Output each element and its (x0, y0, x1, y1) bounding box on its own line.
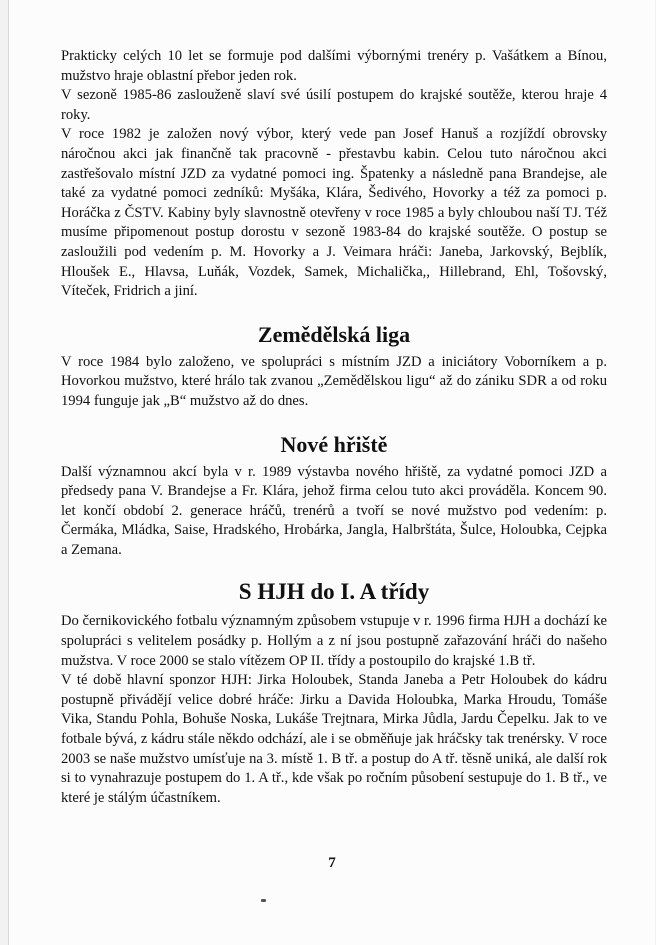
section-heading: Nové hřiště (280, 431, 388, 457)
paragraph: V sezoně 1985-86 zaslouženě slaví své úsilí postupem do krajské soutěže, kterou hraje 4 roky. (61, 87, 607, 123)
document-page (8, 0, 655, 945)
paragraph: V roce 1984 bylo založeno, ve spolupráci s místním JZD a iniciátory Voborníkem a p. Hovorkou mužstvo, které hrálo tak zvanou „Zemědělskou ligu“ až do zániku SDR a od roku 1994 funguje jak „B“ mužstvo až do dnes. (61, 353, 607, 409)
nove-hriste-section (61, 463, 607, 561)
hjh-section (61, 612, 607, 808)
paragraph: V té době hlavní sponzor HJH: Jirka Holoubek, Standa Janeba a Petr Holoubek do kádru postupně přivádějí velice dobré hráče: Jirku a Davida Holoubka, Marka Hroudu, Tomáše Vika, Standu Pohla, Bohuše Noska, Lukáše Trejtnara, Mirka Jůdla, Jardu Čepelku. Jak to ve fotbale bývá, z kádru stále někdo odchází, ale i se obměňuje jak hráčsky tak trenérsky. V roce 2003 se naše mužstvo umísťuje na 3. místě 1. B tř. a postup do A tř. těsně uniká, ale další rok si to vynahrazuje postupem do 1. A tř., kde však po ročním působení sestupuje do 1. B tř., ve které je stálým účastníkem. (61, 672, 607, 806)
page-number: 7 (328, 855, 336, 871)
page-content (61, 47, 607, 808)
scan-speck (261, 899, 266, 902)
intro-section (61, 47, 607, 302)
section-heading: Zemědělská liga (257, 321, 411, 347)
section-heading: S HJH do I. A třídy (238, 579, 430, 605)
zemedelska-section (61, 353, 607, 412)
paragraph: Do černikovického fotbalu významným způsobem vstupuje v r. 1996 firma HJH a dochází ke spolupráci s velitelem posádky p. Hollým a z ní jsou postupně zařazování hráči do našeho mužstva. V roce 2000 se stalo vítězem OP II. třídy a postoupilo do krajské 1.B tř. (61, 613, 607, 669)
paragraph: V roce 1982 je založen nový výbor, který vede pan Josef Hanuš a rozjíždí obrovsky náročnou akci jak finančně tak pracovně - přestavbu kabin. Celou tuto náročnou akci zastřešovalo místní JZD za vydatné pomoci ing. Špatenky a následně pana Brandejse, ale také za vydatné pomoci zedníků: Myšáka, Klára, Šedivého, Hovorky a též za pomoci p. Horáčka z ČSTV. Kabiny byly slavnostně otevřeny v roce 1985 a byly chloubou naší TJ. Též musíme připomenout postup dorostu v sezoně 1983-84 do krajské soutěže. O postup se zasloužili pod vedením p. M. Hovorky a J. Veimara hráči: Janeba, Jarkovský, Bejblík, Hloušek E., Hlavsa, Luňák, Vozdek, Samek, Michalička,, Hillebrand, Ehl, Tošovský, Víteček, Fridrich a jiní. (61, 126, 607, 300)
paragraph: Další významnou akcí byla v r. 1989 výstavba nového hřiště, za vydatné pomoci JZD a předsedy pana V. Brandejse a Fr. Klára, jehož firma celou tuto akci prováděla. Koncem 90. let končí období 2. generace hráčů, trenérů a tvoří se nové mužstvo pod vedením: p. Čermáka, Mládka, Saise, Hradského, Hrobárka, Jangla, Halbrštáta, Šulce, Holoubka, Cejpka a Zemana. (61, 463, 607, 558)
paragraph: Prakticky celých 10 let se formuje pod dalšími výbornými trenéry p. Vašátkem a Bínou, mužstvo hraje oblastní přebor jeden rok. (61, 48, 607, 84)
